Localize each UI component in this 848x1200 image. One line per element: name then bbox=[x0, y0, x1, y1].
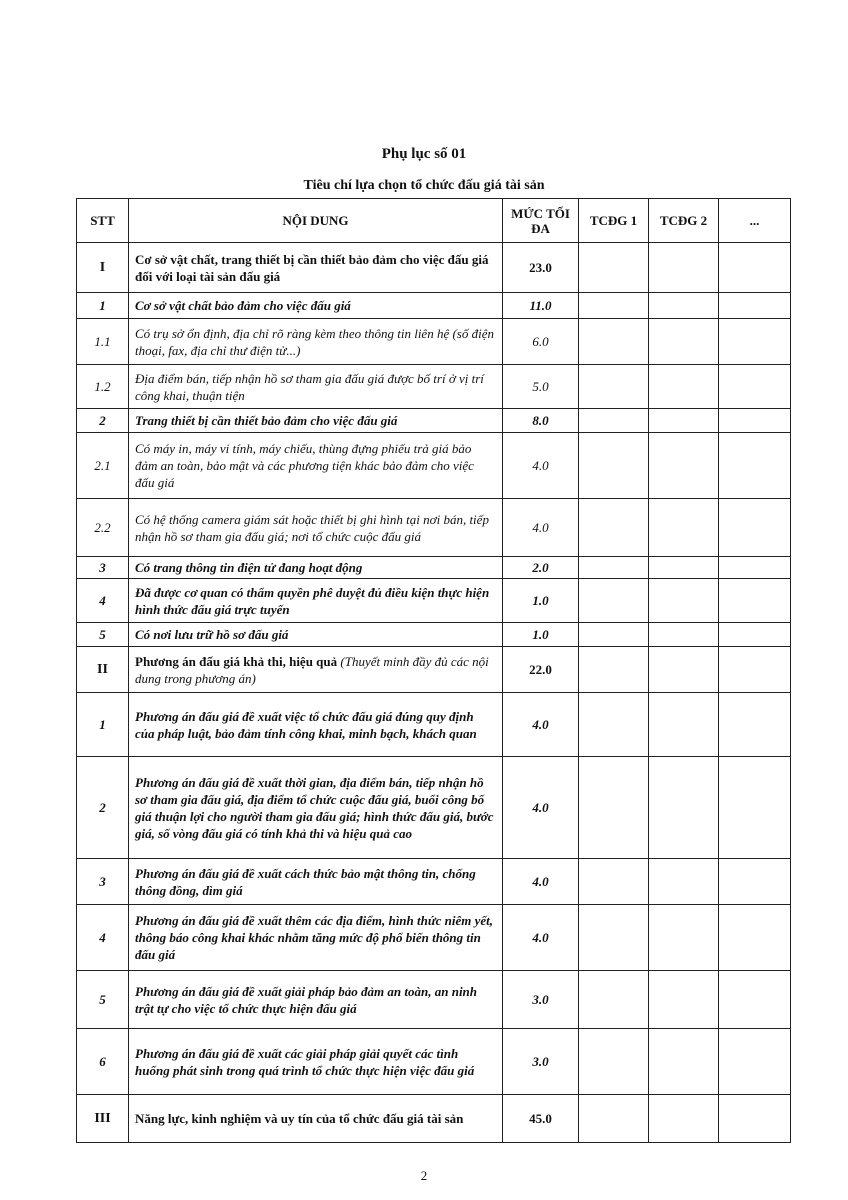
table-row bbox=[77, 971, 791, 1029]
row-stt: 2.2 bbox=[77, 499, 129, 557]
row-stt: 4 bbox=[77, 579, 129, 623]
header-row bbox=[77, 199, 791, 243]
score-cell bbox=[649, 579, 719, 623]
score-cell bbox=[649, 293, 719, 319]
score-cell bbox=[649, 971, 719, 1029]
score-cell bbox=[579, 293, 649, 319]
score-cell bbox=[649, 1029, 719, 1095]
row-content: Cơ sở vật chất bảo đảm cho việc đấu giá bbox=[129, 293, 503, 319]
score-cell bbox=[579, 623, 649, 647]
score-cell bbox=[579, 905, 649, 971]
score-cell bbox=[719, 243, 791, 293]
table-row bbox=[77, 905, 791, 971]
row-stt: 3 bbox=[77, 859, 129, 905]
appendix-title: Phụ lục số 01 bbox=[381, 146, 467, 162]
table-row bbox=[77, 647, 791, 693]
table-row bbox=[77, 499, 791, 557]
row-max-score: 3.0 bbox=[503, 1029, 579, 1095]
score-cell bbox=[649, 859, 719, 905]
row-content: Có nơi lưu trữ hồ sơ đấu giá bbox=[129, 623, 503, 647]
row-content-main: Phương án đấu giá khả thi, hiệu quả bbox=[135, 653, 338, 669]
row-max-score: 11.0 bbox=[503, 293, 579, 319]
row-content-note: (Thuyết minh đầy đủ các nội dung trong phương án) bbox=[135, 653, 489, 686]
score-cell bbox=[579, 365, 649, 409]
row-max-score: 4.0 bbox=[503, 905, 579, 971]
row-max-score: 4.0 bbox=[503, 433, 579, 499]
row-max-score: 4.0 bbox=[503, 757, 579, 859]
row-max-score: 1.0 bbox=[503, 623, 579, 647]
row-max-score: 8.0 bbox=[503, 409, 579, 433]
table-row bbox=[77, 293, 791, 319]
score-cell bbox=[719, 757, 791, 859]
row-stt: 6 bbox=[77, 1029, 129, 1095]
header-max-score: MỨC TỐI ĐA bbox=[503, 199, 579, 243]
row-stt: 2 bbox=[77, 409, 129, 433]
row-content: Trang thiết bị cần thiết bảo đảm cho việc đấu giá bbox=[129, 409, 503, 433]
row-content: Có trang thông tin điện tử đang hoạt động bbox=[129, 557, 503, 579]
score-cell bbox=[719, 433, 791, 499]
score-cell bbox=[719, 1095, 791, 1143]
row-content: Phương án đấu giá đề xuất việc tổ chức đấu giá đúng quy định của pháp luật, bảo đảm tính công khai, minh bạch, khách quan bbox=[129, 693, 503, 757]
row-max-score: 23.0 bbox=[503, 243, 579, 293]
row-content: Năng lực, kinh nghiệm và uy tín của tổ chức đấu giá tài sản bbox=[129, 1095, 503, 1143]
score-cell bbox=[579, 693, 649, 757]
score-cell bbox=[579, 1095, 649, 1143]
table-row bbox=[77, 243, 791, 293]
score-cell bbox=[579, 579, 649, 623]
score-cell bbox=[579, 319, 649, 365]
row-content: Phương án đấu giá đề xuất các giải pháp giải quyết các tình huống phát sinh trong quá trình tổ chức thực hiện việc đấu giá bbox=[129, 1029, 503, 1095]
score-cell bbox=[579, 243, 649, 293]
score-cell bbox=[719, 647, 791, 693]
row-stt: III bbox=[77, 1095, 129, 1143]
score-cell bbox=[719, 579, 791, 623]
score-cell bbox=[649, 623, 719, 647]
row-content: Địa điểm bán, tiếp nhận hồ sơ tham gia đấu giá được bố trí ở vị trí công khai, thuận tiện bbox=[129, 365, 503, 409]
row-content: Phương án đấu giá đề xuất thời gian, địa điểm bán, tiếp nhận hồ sơ tham gia đấu giá, địa điểm tổ chức cuộc đấu giá, buổi công bố giá thuận lợi cho người tham gia đấu giá; hình thức đấu giá, bước giá, số vòng đấu giá có tính khả thi và hiệu quả cao bbox=[129, 757, 503, 859]
page-number: 2 bbox=[420, 1168, 428, 1183]
row-stt: 2.1 bbox=[77, 433, 129, 499]
header-stt: STT bbox=[77, 199, 129, 243]
row-stt: 1 bbox=[77, 693, 129, 757]
row-max-score: 4.0 bbox=[503, 693, 579, 757]
score-cell bbox=[579, 647, 649, 693]
score-cell bbox=[719, 293, 791, 319]
row-stt: I bbox=[77, 243, 129, 293]
table-row bbox=[77, 319, 791, 365]
score-cell bbox=[579, 409, 649, 433]
score-cell bbox=[719, 499, 791, 557]
table-title: Tiêu chí lựa chọn tổ chức đấu giá tài sản bbox=[303, 178, 545, 193]
score-cell bbox=[719, 693, 791, 757]
row-content: Phương án đấu giá đề xuất cách thức bảo mật thông tin, chống thông đồng, dìm giá bbox=[129, 859, 503, 905]
score-cell bbox=[649, 499, 719, 557]
row-max-score: 1.0 bbox=[503, 579, 579, 623]
row-content: Phương án đấu giá đề xuất thêm các địa điểm, hình thức niêm yết, thông báo công khai khác nhằm tăng mức độ phổ biến thông tin đấu giá bbox=[129, 905, 503, 971]
score-cell bbox=[579, 557, 649, 579]
row-content: Có trụ sở ổn định, địa chỉ rõ ràng kèm theo thông tin liên hệ (số điện thoại, fax, địa chỉ thư điện tử...) bbox=[129, 319, 503, 365]
score-cell bbox=[719, 623, 791, 647]
score-cell bbox=[719, 409, 791, 433]
score-cell bbox=[649, 319, 719, 365]
row-stt: 5 bbox=[77, 623, 129, 647]
row-content: Có máy in, máy vi tính, máy chiếu, thùng đựng phiếu trả giá bảo đảm an toàn, bảo mật và các phương tiện khác bảo đảm cho việc đấu giá bbox=[129, 433, 503, 499]
score-cell bbox=[719, 971, 791, 1029]
score-cell bbox=[579, 433, 649, 499]
table-row bbox=[77, 623, 791, 647]
row-stt: 5 bbox=[77, 971, 129, 1029]
score-cell bbox=[719, 905, 791, 971]
score-cell bbox=[649, 433, 719, 499]
score-cell bbox=[649, 1095, 719, 1143]
criteria-table bbox=[76, 198, 791, 1143]
row-stt: 4 bbox=[77, 905, 129, 971]
row-content: Đã được cơ quan có thẩm quyền phê duyệt đủ điều kiện thực hiện hình thức đấu giá trực tuyến bbox=[129, 579, 503, 623]
header-more: ... bbox=[719, 199, 791, 243]
table-row bbox=[77, 859, 791, 905]
score-cell bbox=[649, 557, 719, 579]
row-max-score: 2.0 bbox=[503, 557, 579, 579]
row-stt: 3 bbox=[77, 557, 129, 579]
row-stt: 1.2 bbox=[77, 365, 129, 409]
row-max-score: 6.0 bbox=[503, 319, 579, 365]
score-cell bbox=[649, 757, 719, 859]
row-max-score: 4.0 bbox=[503, 859, 579, 905]
score-cell bbox=[719, 319, 791, 365]
row-content: Cơ sở vật chất, trang thiết bị cần thiết bảo đảm cho việc đấu giá đối với loại tài sản đấu giá bbox=[129, 243, 503, 293]
score-cell bbox=[719, 859, 791, 905]
score-cell bbox=[719, 557, 791, 579]
table-row bbox=[77, 365, 791, 409]
row-content: Có hệ thống camera giám sát hoặc thiết bị ghi hình tại nơi bán, tiếp nhận hồ sơ tham gia đấu giá; nơi tổ chức cuộc đấu giá bbox=[129, 499, 503, 557]
row-stt: 1.1 bbox=[77, 319, 129, 365]
row-stt: II bbox=[77, 647, 129, 693]
row-max-score: 4.0 bbox=[503, 499, 579, 557]
row-content: Phương án đấu giá đề xuất giải pháp bảo đảm an toàn, an ninh trật tự cho việc tổ chức thực hiện đấu giá bbox=[129, 971, 503, 1029]
score-cell bbox=[579, 859, 649, 905]
score-cell bbox=[649, 905, 719, 971]
table-row bbox=[77, 557, 791, 579]
table-row bbox=[77, 579, 791, 623]
row-max-score: 5.0 bbox=[503, 365, 579, 409]
score-cell bbox=[579, 499, 649, 557]
table-row bbox=[77, 757, 791, 859]
score-cell bbox=[579, 1029, 649, 1095]
row-max-score: 22.0 bbox=[503, 647, 579, 693]
table-row bbox=[77, 409, 791, 433]
header-content: NỘI DUNG bbox=[129, 199, 503, 243]
score-cell bbox=[579, 971, 649, 1029]
row-max-score: 3.0 bbox=[503, 971, 579, 1029]
score-cell bbox=[649, 365, 719, 409]
row-stt: 1 bbox=[77, 293, 129, 319]
score-cell bbox=[649, 243, 719, 293]
score-cell bbox=[649, 693, 719, 757]
row-stt: 2 bbox=[77, 757, 129, 859]
table-row bbox=[77, 693, 791, 757]
row-max-score: 45.0 bbox=[503, 1095, 579, 1143]
header-org-1: TCĐG 1 bbox=[579, 199, 649, 243]
table-row bbox=[77, 433, 791, 499]
header-org-2: TCĐG 2 bbox=[649, 199, 719, 243]
row-content bbox=[129, 647, 503, 693]
score-cell bbox=[719, 1029, 791, 1095]
score-cell bbox=[579, 757, 649, 859]
table-row bbox=[77, 1095, 791, 1143]
score-cell bbox=[719, 365, 791, 409]
score-cell bbox=[649, 409, 719, 433]
table-row bbox=[77, 1029, 791, 1095]
score-cell bbox=[649, 647, 719, 693]
